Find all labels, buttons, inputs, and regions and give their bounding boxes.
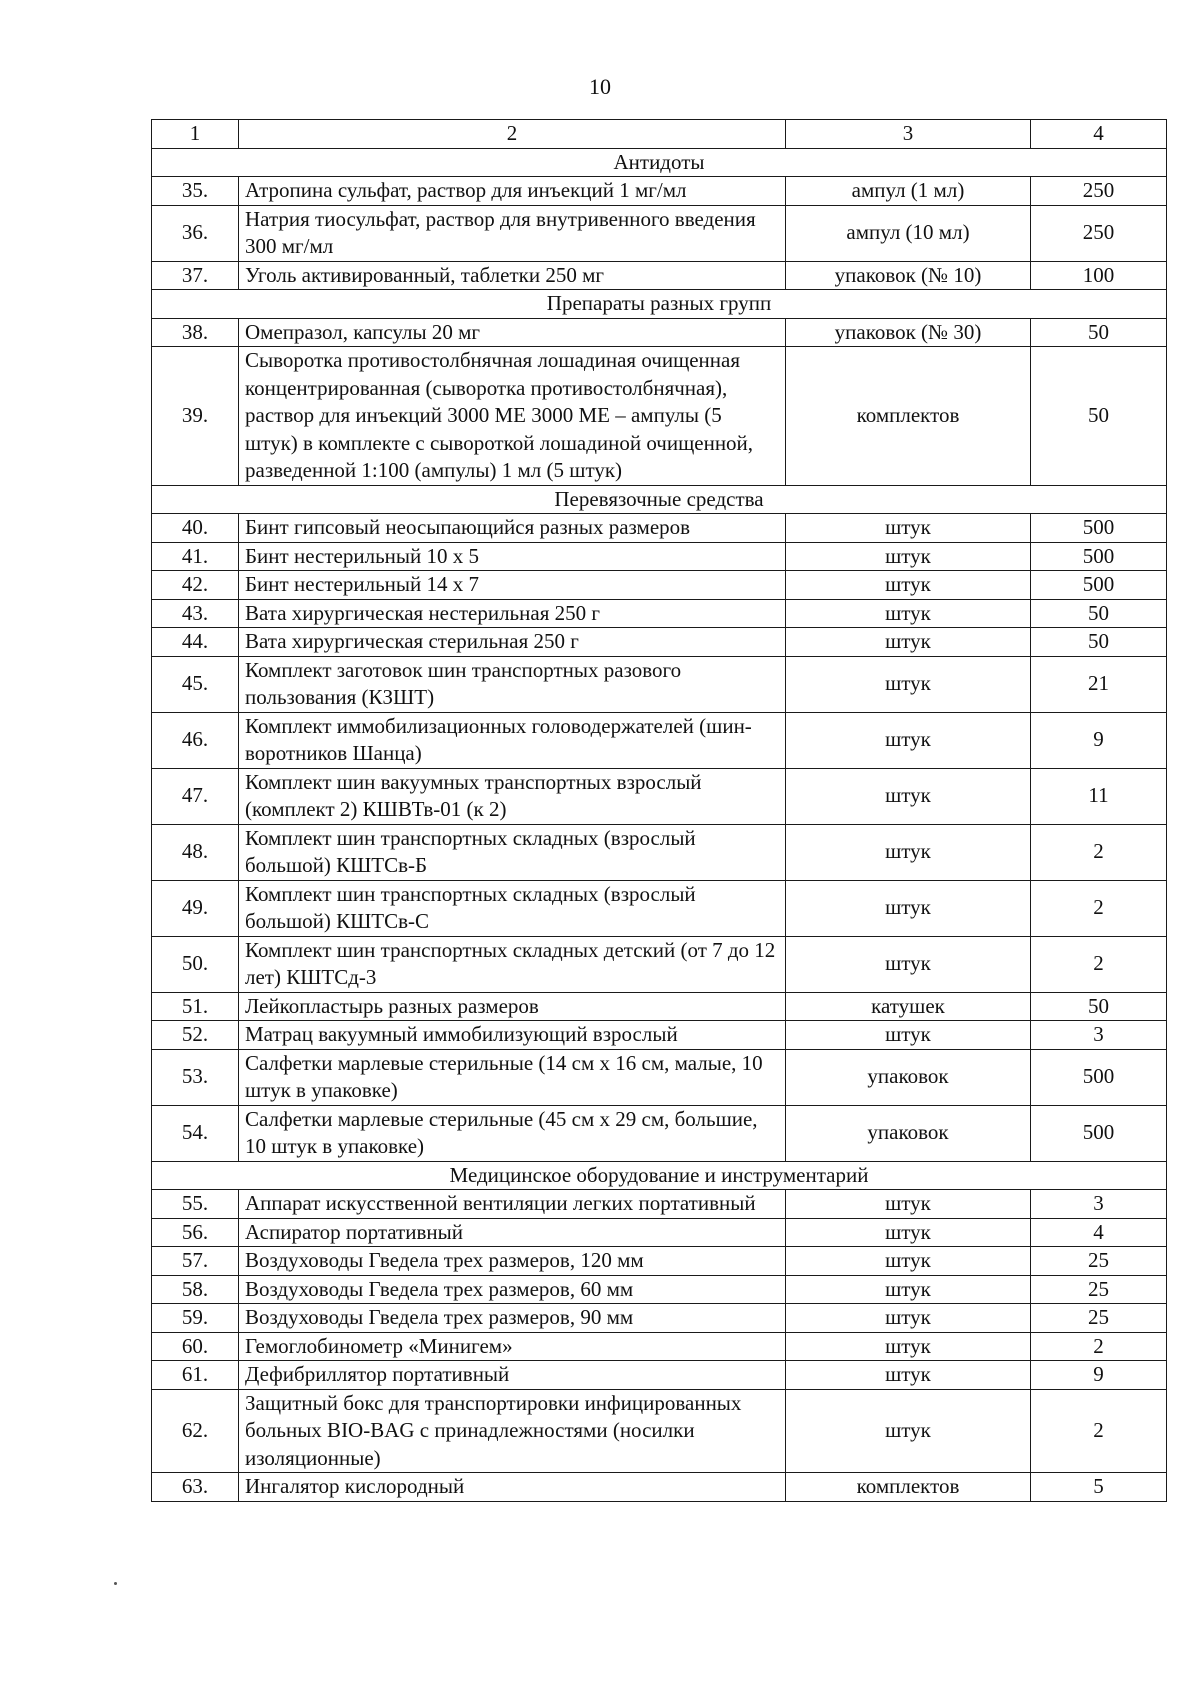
item-unit: штук bbox=[786, 514, 1031, 543]
section-row bbox=[152, 290, 1167, 319]
item-number: 59. bbox=[152, 1304, 239, 1333]
item-name: Аспиратор портативный bbox=[239, 1218, 786, 1247]
item-unit: штук bbox=[786, 768, 1031, 824]
item-name: Комплект шин транспортных складных (взрослый большой) КШТСв-С bbox=[239, 880, 786, 936]
item-quantity: 5 bbox=[1031, 1473, 1167, 1502]
item-name: Салфетки марлевые стерильные (45 см х 29 см, большие, 10 штук в упаковке) bbox=[239, 1105, 786, 1161]
item-quantity: 50 bbox=[1031, 599, 1167, 628]
item-unit: комплектов bbox=[786, 347, 1031, 486]
item-number: 57. bbox=[152, 1247, 239, 1276]
item-quantity: 500 bbox=[1031, 542, 1167, 571]
item-quantity: 21 bbox=[1031, 656, 1167, 712]
item-unit: штук bbox=[786, 1332, 1031, 1361]
item-number: 52. bbox=[152, 1021, 239, 1050]
item-number: 42. bbox=[152, 571, 239, 600]
section-row bbox=[152, 485, 1167, 514]
item-unit: штук bbox=[786, 1389, 1031, 1473]
table-row bbox=[152, 1049, 1167, 1105]
item-quantity: 500 bbox=[1031, 514, 1167, 543]
item-quantity: 4 bbox=[1031, 1218, 1167, 1247]
table-row bbox=[152, 1218, 1167, 1247]
item-name: Бинт нестерильный 10 х 5 bbox=[239, 542, 786, 571]
section-row bbox=[152, 1161, 1167, 1190]
item-number: 35. bbox=[152, 177, 239, 206]
item-number: 40. bbox=[152, 514, 239, 543]
item-unit: штук bbox=[786, 656, 1031, 712]
item-quantity: 100 bbox=[1031, 261, 1167, 290]
item-name: Салфетки марлевые стерильные (14 см х 16 см, малые, 10 штук в упаковке) bbox=[239, 1049, 786, 1105]
item-name: Омепразол, капсулы 20 мг bbox=[239, 318, 786, 347]
item-unit: упаковок bbox=[786, 1105, 1031, 1161]
section-row bbox=[152, 148, 1167, 177]
item-unit: штук bbox=[786, 1361, 1031, 1390]
item-name: Гемоглобинометр «Минигем» bbox=[239, 1332, 786, 1361]
item-unit: штук bbox=[786, 880, 1031, 936]
item-name: Воздуховоды Гведела трех размеров, 90 мм bbox=[239, 1304, 786, 1333]
item-number: 43. bbox=[152, 599, 239, 628]
item-unit: штук bbox=[786, 1021, 1031, 1050]
section-title: Препараты разных групп bbox=[152, 290, 1167, 319]
item-unit: упаковок bbox=[786, 1049, 1031, 1105]
table-row bbox=[152, 514, 1167, 543]
item-quantity: 2 bbox=[1031, 880, 1167, 936]
item-number: 54. bbox=[152, 1105, 239, 1161]
item-quantity: 2 bbox=[1031, 936, 1167, 992]
item-unit: ампул (10 мл) bbox=[786, 205, 1031, 261]
item-unit: штук bbox=[786, 936, 1031, 992]
table-row bbox=[152, 347, 1167, 486]
item-number: 47. bbox=[152, 768, 239, 824]
item-name: Дефибриллятор портативный bbox=[239, 1361, 786, 1390]
item-quantity: 11 bbox=[1031, 768, 1167, 824]
page-number: 10 bbox=[589, 74, 611, 99]
table-row bbox=[152, 1304, 1167, 1333]
item-unit: ампул (1 мл) bbox=[786, 177, 1031, 206]
item-number: 46. bbox=[152, 712, 239, 768]
item-number: 62. bbox=[152, 1389, 239, 1473]
item-name: Комплект шин вакуумных транспортных взрослый (комплект 2) КШВТв-01 (к 2) bbox=[239, 768, 786, 824]
item-quantity: 3 bbox=[1031, 1021, 1167, 1050]
item-name: Воздуховоды Гведела трех размеров, 60 мм bbox=[239, 1275, 786, 1304]
item-unit: штук bbox=[786, 542, 1031, 571]
item-unit: штук bbox=[786, 1218, 1031, 1247]
item-quantity: 25 bbox=[1031, 1275, 1167, 1304]
item-quantity: 250 bbox=[1031, 205, 1167, 261]
item-name: Сыворотка противостолбнячная лошадиная очищенная концентрированная (сыворотка противостолбнячная), раствор для инъекций 3000 МЕ 3000 МЕ – ампулы (5 штук) в комплекте с сывороткой лошадиной очищенной, разведенной 1:100 (ампулы) 1 мл (5 штук) bbox=[239, 347, 786, 486]
item-number: 38. bbox=[152, 318, 239, 347]
item-name: Бинт гипсовый неосыпающийся разных размеров bbox=[239, 514, 786, 543]
item-name: Бинт нестерильный 14 х 7 bbox=[239, 571, 786, 600]
item-name: Комплект шин транспортных складных (взрослый большой) КШТСв-Б bbox=[239, 824, 786, 880]
column-number-2: 2 bbox=[239, 120, 786, 149]
item-name: Воздуховоды Гведела трех размеров, 120 мм bbox=[239, 1247, 786, 1276]
item-name: Аппарат искусственной вентиляции легких портативный bbox=[239, 1190, 786, 1219]
table-row bbox=[152, 205, 1167, 261]
section-title: Перевязочные средства bbox=[152, 485, 1167, 514]
item-quantity: 50 bbox=[1031, 992, 1167, 1021]
table-row bbox=[152, 992, 1167, 1021]
table-row bbox=[152, 1105, 1167, 1161]
item-number: 53. bbox=[152, 1049, 239, 1105]
table-row bbox=[152, 1361, 1167, 1390]
item-name: Комплект заготовок шин транспортных разового пользования (КЗШТ) bbox=[239, 656, 786, 712]
table-row bbox=[152, 599, 1167, 628]
item-name: Лейкопластырь разных размеров bbox=[239, 992, 786, 1021]
table-row bbox=[152, 318, 1167, 347]
item-quantity: 2 bbox=[1031, 824, 1167, 880]
item-name: Комплект иммобилизационных головодержателей (шин-воротников Шанца) bbox=[239, 712, 786, 768]
item-unit: катушек bbox=[786, 992, 1031, 1021]
item-quantity: 2 bbox=[1031, 1389, 1167, 1473]
item-quantity: 9 bbox=[1031, 712, 1167, 768]
item-name: Матрац вакуумный иммобилизующий взрослый bbox=[239, 1021, 786, 1050]
column-number-3: 3 bbox=[786, 120, 1031, 149]
item-name: Вата хирургическая стерильная 250 г bbox=[239, 628, 786, 657]
item-number: 60. bbox=[152, 1332, 239, 1361]
item-number: 39. bbox=[152, 347, 239, 486]
table-row bbox=[152, 936, 1167, 992]
table-row bbox=[152, 261, 1167, 290]
item-unit: штук bbox=[786, 628, 1031, 657]
scan-speck bbox=[114, 1582, 117, 1585]
item-quantity: 9 bbox=[1031, 1361, 1167, 1390]
item-quantity: 50 bbox=[1031, 347, 1167, 486]
table-row bbox=[152, 1332, 1167, 1361]
table-row bbox=[152, 824, 1167, 880]
table-row bbox=[152, 880, 1167, 936]
item-number: 58. bbox=[152, 1275, 239, 1304]
table-header-row bbox=[152, 120, 1167, 149]
section-title: Медицинское оборудование и инструментарий bbox=[152, 1161, 1167, 1190]
item-quantity: 50 bbox=[1031, 628, 1167, 657]
item-quantity: 25 bbox=[1031, 1247, 1167, 1276]
table-row bbox=[152, 656, 1167, 712]
table-row bbox=[152, 628, 1167, 657]
item-number: 49. bbox=[152, 880, 239, 936]
item-name: Вата хирургическая нестерильная 250 г bbox=[239, 599, 786, 628]
table-row bbox=[152, 1473, 1167, 1502]
item-unit: штук bbox=[786, 571, 1031, 600]
item-quantity: 3 bbox=[1031, 1190, 1167, 1219]
item-unit: штук bbox=[786, 1275, 1031, 1304]
item-number: 37. bbox=[152, 261, 239, 290]
table-row bbox=[152, 1247, 1167, 1276]
item-name: Натрия тиосульфат, раствор для внутривенного введения 300 мг/мл bbox=[239, 205, 786, 261]
table-row bbox=[152, 1021, 1167, 1050]
item-name: Ингалятор кислородный bbox=[239, 1473, 786, 1502]
item-quantity: 25 bbox=[1031, 1304, 1167, 1333]
table-row bbox=[152, 1389, 1167, 1473]
item-unit: комплектов bbox=[786, 1473, 1031, 1502]
item-number: 63. bbox=[152, 1473, 239, 1502]
item-number: 44. bbox=[152, 628, 239, 657]
item-unit: штук bbox=[786, 712, 1031, 768]
supplies-table bbox=[151, 119, 1167, 1502]
item-number: 45. bbox=[152, 656, 239, 712]
item-quantity: 2 bbox=[1031, 1332, 1167, 1361]
item-quantity: 500 bbox=[1031, 1105, 1167, 1161]
table-row bbox=[152, 712, 1167, 768]
item-number: 48. bbox=[152, 824, 239, 880]
item-name: Атропина сульфат, раствор для инъекций 1 мг/мл bbox=[239, 177, 786, 206]
column-number-4: 4 bbox=[1031, 120, 1167, 149]
item-quantity: 250 bbox=[1031, 177, 1167, 206]
item-number: 56. bbox=[152, 1218, 239, 1247]
item-number: 41. bbox=[152, 542, 239, 571]
item-quantity: 500 bbox=[1031, 571, 1167, 600]
item-number: 61. bbox=[152, 1361, 239, 1390]
item-number: 51. bbox=[152, 992, 239, 1021]
item-name: Уголь активированный, таблетки 250 мг bbox=[239, 261, 786, 290]
item-unit: штук bbox=[786, 1190, 1031, 1219]
item-name: Защитный бокс для транспортировки инфицированных больных BIO-BAG с принадлежностями (носилки изоляционные) bbox=[239, 1389, 786, 1473]
item-number: 36. bbox=[152, 205, 239, 261]
item-unit: штук bbox=[786, 599, 1031, 628]
section-title: Антидоты bbox=[152, 148, 1167, 177]
item-name: Комплект шин транспортных складных детский (от 7 до 12 лет) КШТСд-3 bbox=[239, 936, 786, 992]
item-unit: упаковок (№ 30) bbox=[786, 318, 1031, 347]
table-row bbox=[152, 768, 1167, 824]
table-row bbox=[152, 177, 1167, 206]
table-row bbox=[152, 571, 1167, 600]
item-unit: штук bbox=[786, 824, 1031, 880]
item-unit: штук bbox=[786, 1304, 1031, 1333]
table-row bbox=[152, 1190, 1167, 1219]
column-number-1: 1 bbox=[152, 120, 239, 149]
item-quantity: 50 bbox=[1031, 318, 1167, 347]
item-number: 50. bbox=[152, 936, 239, 992]
item-unit: штук bbox=[786, 1247, 1031, 1276]
table-row bbox=[152, 542, 1167, 571]
item-unit: упаковок (№ 10) bbox=[786, 261, 1031, 290]
item-number: 55. bbox=[152, 1190, 239, 1219]
table-row bbox=[152, 1275, 1167, 1304]
item-quantity: 500 bbox=[1031, 1049, 1167, 1105]
